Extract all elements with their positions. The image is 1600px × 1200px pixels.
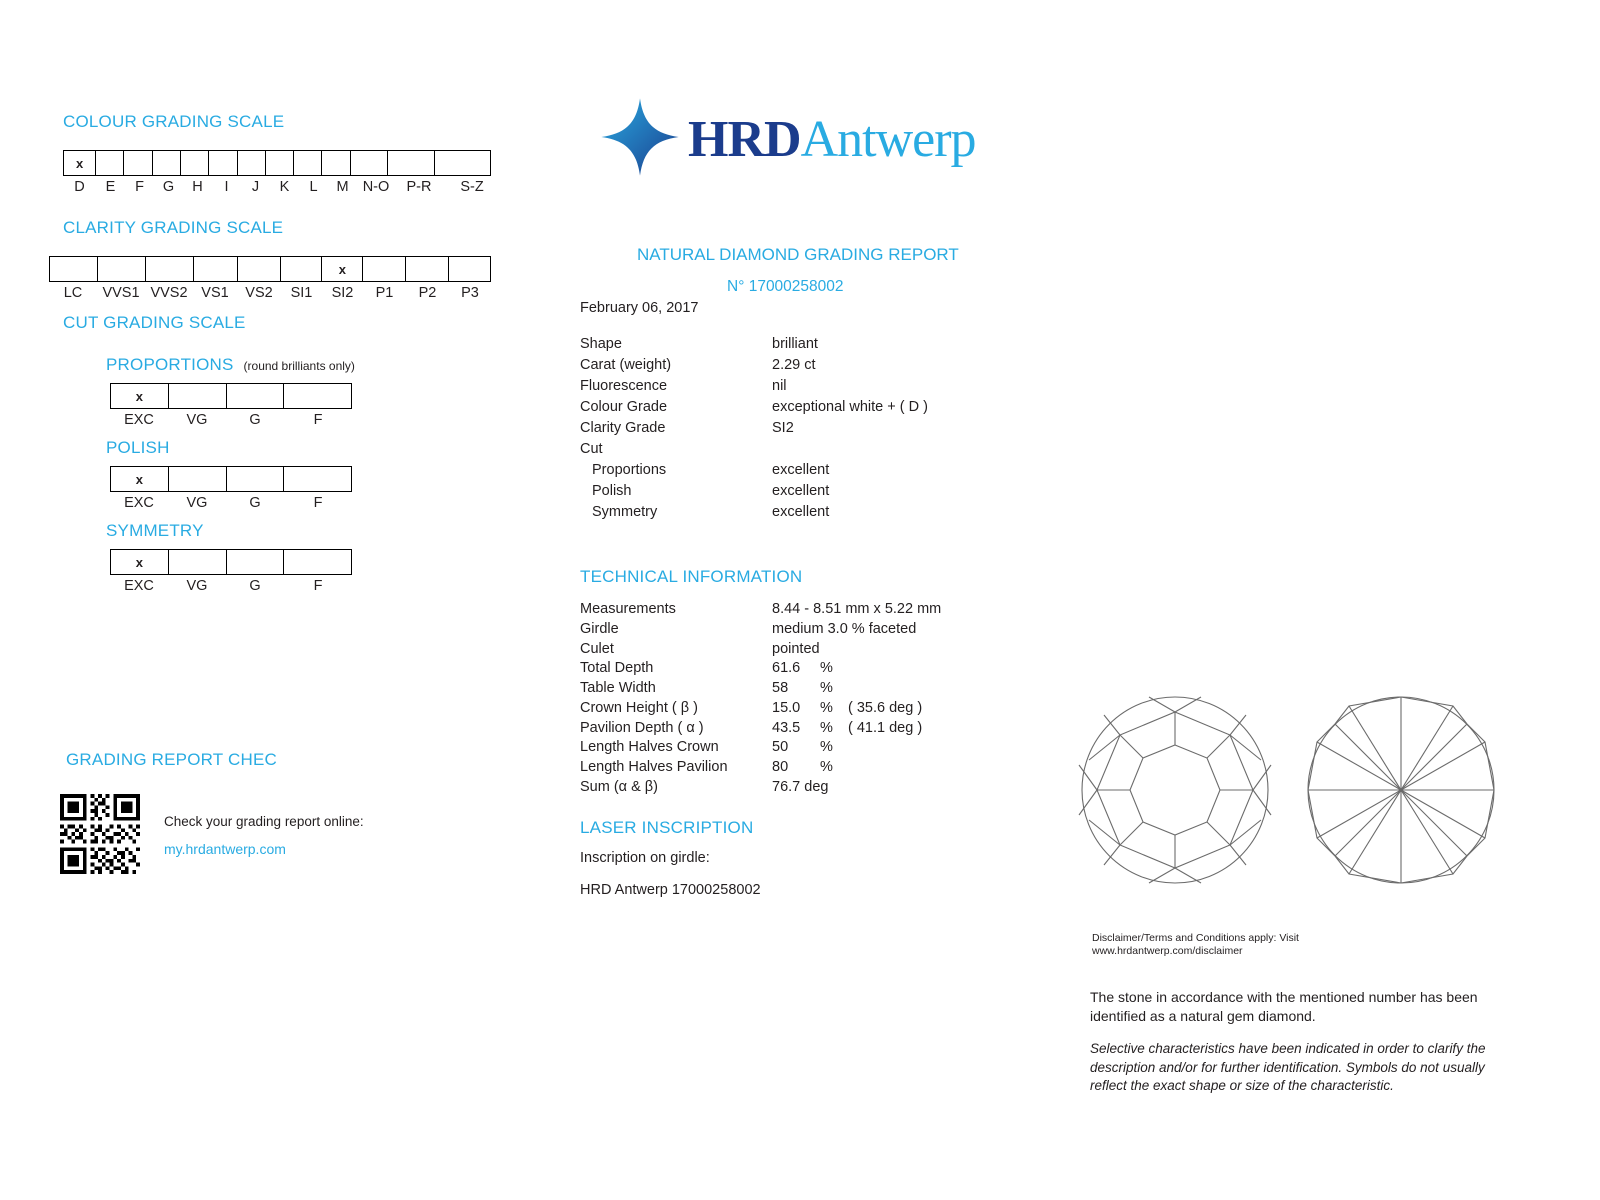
technical-information-title bbox=[580, 567, 802, 587]
colour-scale-row bbox=[63, 150, 491, 176]
report-number: N° 17000258002 bbox=[727, 278, 844, 295]
field-clarity-grade-label: Clarity Grade bbox=[580, 420, 666, 436]
symmetry-label-F: F bbox=[313, 578, 323, 594]
clarity-scale-row bbox=[49, 256, 491, 282]
proportions-label-F: F bbox=[313, 412, 323, 428]
colour-grading-scale-block bbox=[63, 112, 501, 195]
field-symmetry-label: Symmetry bbox=[592, 504, 658, 520]
proportions-label-G: G bbox=[249, 412, 261, 428]
colour-label-M: M bbox=[336, 179, 349, 195]
tech-crown-height-angle: ( 35.6 deg ) bbox=[848, 700, 923, 716]
cut-grading-scale-block bbox=[63, 313, 355, 594]
polish-marker: x bbox=[135, 471, 143, 487]
proportions-cell-F bbox=[284, 384, 352, 408]
tech-table-width-label: Table Width bbox=[580, 680, 656, 696]
symmetry-scale-labels bbox=[110, 578, 355, 594]
proportions-title: PROPORTIONS bbox=[106, 355, 234, 374]
field-fluorescence-label: Fluorescence bbox=[580, 378, 668, 394]
tech-length-halves-crown-unit: % bbox=[820, 739, 833, 755]
clarity-label-VVS1: VVS1 bbox=[102, 285, 140, 301]
tech-crown-height-value: 15.0 bbox=[772, 700, 801, 716]
tech-total-depth-value: 61.6 bbox=[772, 660, 801, 676]
colour-label-F: F bbox=[135, 179, 144, 195]
clarity-scale-cell-P1 bbox=[363, 257, 406, 281]
tech-culet-value: pointed bbox=[772, 641, 820, 657]
symmetry-marker: x bbox=[135, 554, 143, 570]
field-carat-value: 2.29 ct bbox=[772, 357, 816, 373]
colour-scale-cell-SZ bbox=[435, 151, 492, 175]
colour-scale-cell-K bbox=[266, 151, 294, 175]
colour-scale-cell-E bbox=[96, 151, 124, 175]
field-proportions-label: Proportions bbox=[592, 462, 667, 478]
report-title: NATURAL DIAMOND GRADING REPORT bbox=[637, 245, 959, 264]
colour-label-E: E bbox=[105, 179, 116, 195]
symmetry-cell-VG bbox=[169, 550, 227, 574]
selective-characteristics-note: Selective characteristics have been indicated in order to clarify the description and/or for further identification. Symbols do not usually reflect the exact shape or size of the characteristic. bbox=[1090, 1041, 1486, 1094]
qr-check-text: Check your grading report online: bbox=[164, 814, 364, 829]
colour-scale-cell-M bbox=[322, 151, 350, 175]
clarity-scale-labels bbox=[49, 285, 491, 301]
colour-scale-cell-F bbox=[124, 151, 152, 175]
logo-hrd: HRD bbox=[688, 110, 801, 168]
tech-length-halves-pavilion-unit: % bbox=[820, 759, 833, 775]
grading-report-check-title: GRADING REPORT CHEC bbox=[66, 750, 277, 769]
colour-label-G: G bbox=[162, 179, 175, 195]
field-symmetry-value: excellent bbox=[772, 504, 830, 520]
field-polish-value: excellent bbox=[772, 483, 830, 499]
tech-sum-value: 76.7 deg bbox=[772, 779, 829, 795]
symmetry-cell-F bbox=[284, 550, 352, 574]
clarity-label-P1: P1 bbox=[375, 285, 394, 301]
symmetry-label-EXC: EXC bbox=[124, 578, 154, 594]
disclaimer-small-line1: Disclaimer/Terms and Conditions apply: Visit bbox=[1092, 932, 1299, 944]
proportions-marker: x bbox=[135, 388, 143, 404]
clarity-scale-cell-P3 bbox=[449, 257, 491, 281]
clarity-scale-cell-VS1 bbox=[194, 257, 238, 281]
proportions-label-EXC: EXC bbox=[124, 412, 154, 428]
clarity-label-VS1: VS1 bbox=[201, 285, 229, 301]
field-clarity-grade-value: SI2 bbox=[772, 420, 794, 436]
colour-scale-cell-J bbox=[238, 151, 266, 175]
polish-cell-G bbox=[227, 467, 285, 491]
tech-pavilion-depth-angle: ( 41.1 deg ) bbox=[848, 720, 923, 736]
colour-label-K: K bbox=[279, 179, 290, 195]
diamond-diagrams bbox=[1075, 690, 1501, 895]
symmetry-cell-G bbox=[227, 550, 285, 574]
clarity-scale-cell-P2 bbox=[406, 257, 449, 281]
hrd-antwerp-logo bbox=[598, 95, 976, 184]
proportions-note: (round brilliants only) bbox=[243, 359, 355, 373]
colour-label-L: L bbox=[309, 179, 318, 195]
proportions-scale-row bbox=[110, 383, 352, 409]
tech-total-depth-label: Total Depth bbox=[580, 660, 654, 676]
clarity-label-VS2: VS2 bbox=[245, 285, 273, 301]
proportions-cell-EXC bbox=[111, 384, 169, 408]
field-polish-label: Polish bbox=[592, 483, 632, 499]
symmetry-cell-EXC bbox=[111, 550, 169, 574]
four-pointed-star-icon bbox=[598, 95, 682, 184]
technical-information-title-text: TECHNICAL INFORMATION bbox=[580, 567, 803, 586]
clarity-label-LC: LC bbox=[63, 285, 83, 301]
clarity-scale-cell-SI2 bbox=[322, 257, 363, 281]
logo-antwerp: Antwerp bbox=[800, 110, 976, 168]
symmetry-scale-row bbox=[110, 549, 352, 575]
tech-pavilion-depth-value: 43.5 bbox=[772, 720, 801, 736]
colour-label-D: D bbox=[74, 179, 85, 195]
polish-cell-VG bbox=[169, 467, 227, 491]
stone-statement: The stone in accordance with the mentioned number has been identified as a natural gem diamond. bbox=[1090, 989, 1478, 1024]
diamond-crown-diagram bbox=[1075, 690, 1275, 890]
colour-scale-labels bbox=[63, 179, 501, 195]
colour-label-SZ: S-Z bbox=[460, 179, 484, 195]
grading-report-link[interactable]: my.hrdantwerp.com bbox=[164, 841, 286, 857]
polish-title: POLISH bbox=[106, 438, 170, 457]
clarity-label-P3: P3 bbox=[461, 285, 479, 301]
tech-length-halves-pavilion-value: 80 bbox=[772, 759, 789, 775]
colour-scale-cell-I bbox=[209, 151, 237, 175]
laser-inscription-title bbox=[580, 818, 753, 838]
clarity-grading-scale-block bbox=[49, 218, 491, 301]
colour-scale-cell-D bbox=[64, 151, 96, 175]
field-fluorescence-value: nil bbox=[772, 378, 787, 394]
tech-crown-height-label: Crown Height ( β ) bbox=[580, 700, 698, 716]
tech-sum-label: Sum (α & β) bbox=[580, 779, 658, 795]
symmetry-title: SYMMETRY bbox=[106, 521, 204, 540]
polish-cell-F bbox=[284, 467, 352, 491]
polish-label-F: F bbox=[313, 495, 323, 511]
field-colour-grade-value: exceptional white + ( D ) bbox=[772, 399, 928, 415]
proportions-cell-G bbox=[227, 384, 285, 408]
laser-inscription-title-text: LASER INSCRIPTION bbox=[580, 818, 754, 837]
tech-table-width-value: 58 bbox=[772, 680, 789, 696]
field-proportions-value: excellent bbox=[772, 462, 830, 478]
tech-culet-label: Culet bbox=[580, 641, 614, 657]
colour-label-I: I bbox=[224, 179, 229, 195]
polish-cell-EXC bbox=[111, 467, 169, 491]
clarity-scale-marker: x bbox=[338, 261, 346, 277]
symmetry-label-VG: VG bbox=[186, 578, 208, 594]
tech-length-halves-pavilion-label: Length Halves Pavilion bbox=[580, 759, 728, 775]
polish-label-G: G bbox=[249, 495, 261, 511]
disclaimer-small bbox=[1092, 932, 1299, 958]
qr-code-icon[interactable] bbox=[60, 794, 140, 879]
clarity-scale-cell-VS2 bbox=[238, 257, 282, 281]
clarity-grading-scale-title: CLARITY GRADING SCALE bbox=[63, 218, 284, 237]
grading-report-check-block bbox=[60, 750, 364, 879]
proportions-cell-VG bbox=[169, 384, 227, 408]
laser-inscription-line1: Inscription on girdle: bbox=[580, 850, 710, 866]
diamond-pavilion-diagram bbox=[1301, 690, 1501, 890]
clarity-scale-cell-VVS2 bbox=[146, 257, 194, 281]
tech-measurements-value: 8.44 - 8.51 mm x 5.22 mm bbox=[772, 601, 942, 617]
proportions-label-VG: VG bbox=[186, 412, 208, 428]
tech-pavilion-depth-unit: % bbox=[820, 720, 833, 736]
tech-girdle-value: medium 3.0 % faceted bbox=[772, 621, 917, 637]
clarity-label-VVS2: VVS2 bbox=[150, 285, 188, 301]
field-cut-label: Cut bbox=[580, 441, 603, 457]
field-shape-label: Shape bbox=[580, 336, 622, 352]
tech-pavilion-depth-label: Pavilion Depth ( α ) bbox=[580, 720, 704, 736]
polish-scale-row bbox=[110, 466, 352, 492]
tech-length-halves-crown-label: Length Halves Crown bbox=[580, 739, 719, 755]
colour-label-NO: N-O bbox=[362, 179, 390, 195]
field-colour-grade-label: Colour Grade bbox=[580, 399, 668, 415]
tech-total-depth-unit: % bbox=[820, 660, 833, 676]
logo-text bbox=[688, 110, 976, 168]
colour-scale-marker: x bbox=[75, 155, 84, 171]
colour-scale-cell-L bbox=[294, 151, 322, 175]
report-date: February 06, 2017 bbox=[580, 300, 699, 316]
tech-girdle-label: Girdle bbox=[580, 621, 619, 637]
colour-grading-scale-title: COLOUR GRADING SCALE bbox=[63, 112, 285, 131]
polish-label-VG: VG bbox=[186, 495, 208, 511]
polish-label-EXC: EXC bbox=[124, 495, 154, 511]
tech-crown-height-unit: % bbox=[820, 700, 833, 716]
colour-label-PR: P-R bbox=[406, 179, 432, 195]
proportions-scale-labels bbox=[110, 412, 355, 428]
colour-scale-cell-NO bbox=[351, 151, 388, 175]
field-shape-value: brilliant bbox=[772, 336, 818, 352]
symmetry-label-G: G bbox=[249, 578, 261, 594]
tech-table-width-unit: % bbox=[820, 680, 833, 696]
colour-scale-cell-H bbox=[181, 151, 209, 175]
colour-label-J: J bbox=[251, 179, 260, 195]
colour-scale-cell-G bbox=[153, 151, 181, 175]
clarity-label-SI2: SI2 bbox=[331, 285, 354, 301]
disclaimer-small-line2: www.hrdantwerp.com/disclaimer bbox=[1092, 945, 1243, 958]
clarity-label-P2: P2 bbox=[418, 285, 437, 301]
colour-label-H: H bbox=[192, 179, 203, 195]
field-carat-label: Carat (weight) bbox=[580, 357, 672, 373]
clarity-scale-cell-LC bbox=[50, 257, 98, 281]
tech-length-halves-crown-value: 50 bbox=[772, 739, 789, 755]
laser-inscription-line2: HRD Antwerp 17000258002 bbox=[580, 882, 761, 898]
tech-measurements-label: Measurements bbox=[580, 601, 676, 617]
polish-scale-labels bbox=[110, 495, 355, 511]
clarity-scale-cell-VVS1 bbox=[98, 257, 146, 281]
clarity-label-SI1: SI1 bbox=[290, 285, 313, 301]
colour-scale-cell-PR bbox=[388, 151, 435, 175]
cut-grading-scale-title: CUT GRADING SCALE bbox=[63, 313, 246, 332]
clarity-scale-cell-SI1 bbox=[281, 257, 322, 281]
